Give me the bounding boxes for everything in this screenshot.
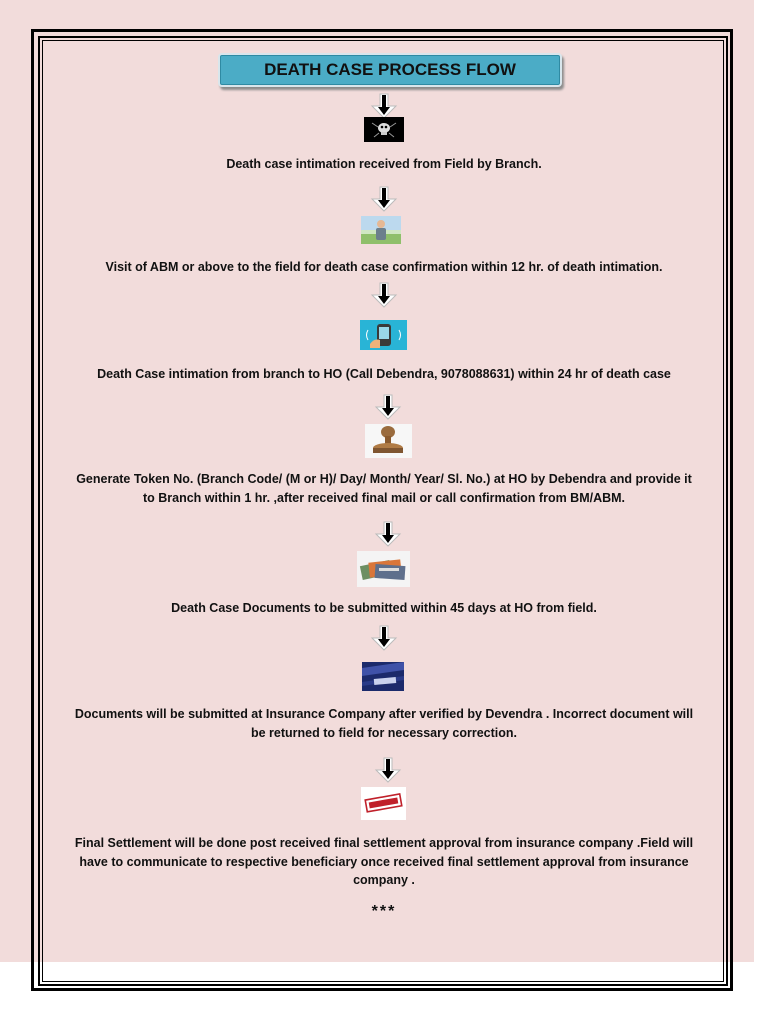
down-arrow-icon <box>369 625 399 651</box>
step-text: Documents will be submitted at Insurance Company after verified by Devendra . Incorrect document will be returned to field for necessary correction. <box>74 707 694 740</box>
end-marker: *** <box>371 903 397 920</box>
step-text: Visit of ABM or above to the field for death case confirmation within 12 hr. of death intimation. <box>105 260 663 274</box>
documents-icon <box>357 551 410 587</box>
step-text: Death Case Documents to be submitted within 45 days at HO from field. <box>171 601 597 615</box>
step-text: Final Settlement will be done post received final settlement approval from insurance company .Field will have to communicate to respective beneficiary once received final settlement approval from insurance company . <box>74 836 694 887</box>
person-visit-icon <box>361 216 401 244</box>
down-arrow-icon <box>373 521 403 547</box>
page-title: DEATH CASE PROCESS FLOW <box>218 53 562 87</box>
step-text: Death Case intimation from branch to HO (Call Debendra, 9078088631) within 24 hr of death case <box>97 367 671 381</box>
phone-call-icon <box>360 320 407 350</box>
insurance-icon <box>362 662 404 691</box>
down-arrow-icon <box>369 282 399 308</box>
down-arrow-icon <box>369 186 399 212</box>
settled-stamp-icon <box>361 787 406 820</box>
down-arrow-icon <box>373 757 403 783</box>
down-arrow-icon <box>369 93 399 119</box>
step-text: Generate Token No. (Branch Code/ (M or H)/ Day/ Month/ Year/ Sl. No.) at HO by Debendra and provide it to Branch within 1 hr. ,after received final mail or call confirmation from BM/ABM. <box>76 472 692 505</box>
step-text: Death case intimation received from Field by Branch. <box>226 157 542 171</box>
down-arrow-icon <box>373 394 403 420</box>
stamp-token-icon <box>365 424 412 458</box>
skull-screen-icon <box>364 117 404 142</box>
